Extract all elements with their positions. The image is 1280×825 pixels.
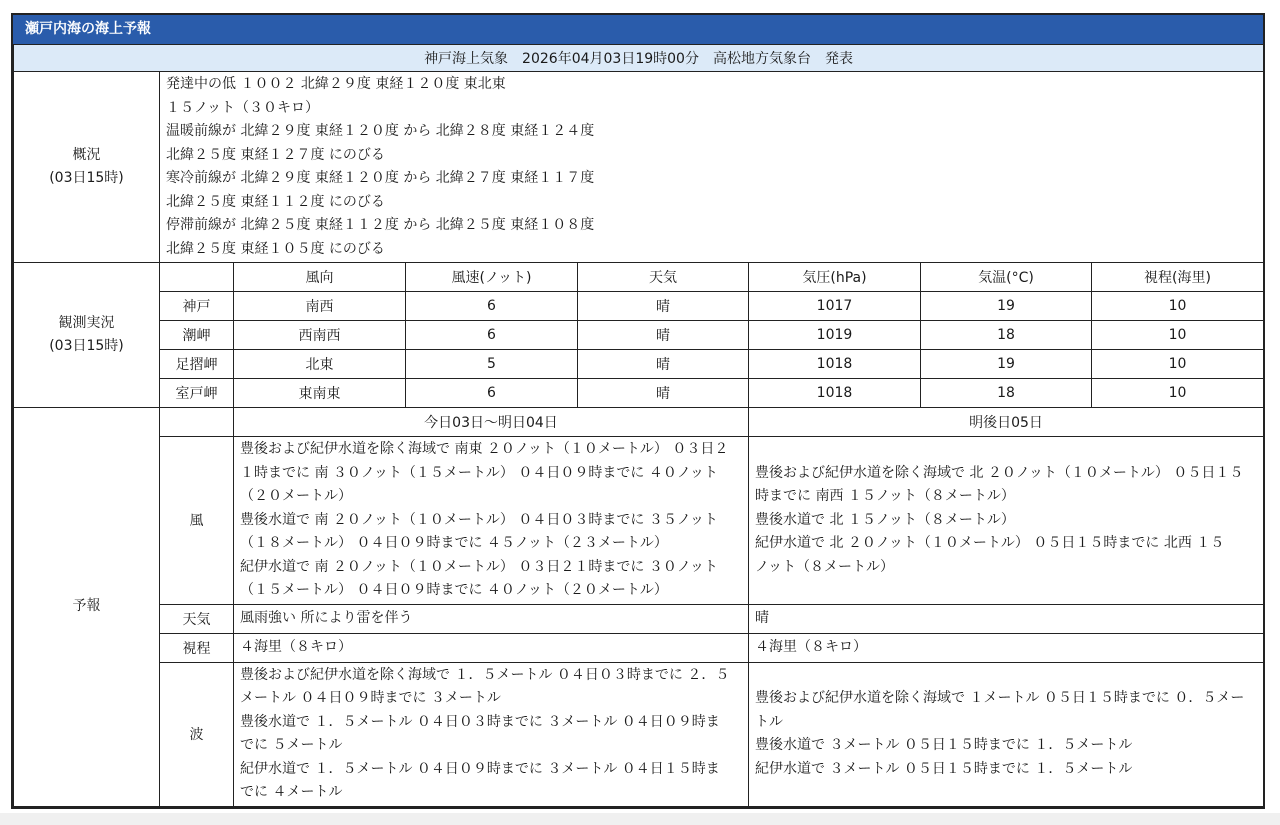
wind-line: 豊後および紀伊水道を除く海域で 南東 ２０ノット（１０メートル） ０３日２ xyxy=(240,441,729,457)
table-cell: 晴 xyxy=(578,350,749,379)
column-header: 視程(海里) xyxy=(1092,263,1264,292)
overview-line: 北緯２５度 東経１０５度 にのびる xyxy=(166,240,385,257)
station-name: 潮岬 xyxy=(160,321,234,350)
period-header-today: 今日03日〜明日04日 xyxy=(234,408,749,437)
table-row xyxy=(14,292,1264,321)
overview-time: (03日15時) xyxy=(49,170,124,186)
wave-line: 豊後および紀伊水道を除く海域で １メートル ０５日１５時までに ０．５メー xyxy=(755,690,1245,706)
table-cell: 晴 xyxy=(578,379,749,408)
wave-line: 豊後および紀伊水道を除く海域で １．５メートル ０４日０３時までに ２．５ xyxy=(240,666,730,683)
table-cell: 南西 xyxy=(234,292,406,321)
table-cell: 1018 xyxy=(749,350,921,379)
station-name: 足摺岬 xyxy=(160,350,234,379)
wave-line: 豊後水道で ３メートル ０５日１５時までに １．５メートル xyxy=(755,737,1133,753)
observation-time: (03日15時) xyxy=(49,338,124,354)
table-cell: 1019 xyxy=(749,321,921,350)
wind-forecast-today xyxy=(234,437,749,605)
wind-line: ノット（８メートル） xyxy=(755,558,895,575)
weather-label: 天気 xyxy=(160,604,234,633)
table-row xyxy=(14,379,1264,408)
wind-line: （１８メートル） ０４日０９時までに ４５ノット（２３メートル） xyxy=(240,535,668,551)
column-header: 風速(ノット) xyxy=(406,263,578,292)
wave-forecast-today xyxy=(234,662,749,806)
wind-line: 時までに 南西 １５ノット（８メートル） xyxy=(755,488,1015,504)
table-row xyxy=(14,350,1264,379)
wave-forecast-dayafter xyxy=(749,662,1264,806)
wind-line: 豊後水道で 南 ２０ノット（１０メートル） ０４日０３時までに ３５ノット xyxy=(240,511,718,528)
wave-line: メートル ０４日０９時までに ３メートル xyxy=(240,690,501,706)
table-cell: 1018 xyxy=(749,379,921,408)
wave-line: 豊後水道で １．５メートル ０４日０３時までに ３メートル ０４日０９時ま xyxy=(240,713,720,730)
page-bottom-strip xyxy=(0,813,1280,825)
wind-label: 風 xyxy=(160,437,234,605)
overview-line: 停滞前線が 北緯２５度 東経１１２度 から 北緯２５度 東経１０８度 xyxy=(166,217,595,233)
table-cell: 1017 xyxy=(749,292,921,321)
wind-line: 豊後水道で 北 １５ノット（８メートル） xyxy=(755,511,1015,528)
column-header: 風向 xyxy=(234,263,406,292)
wave-line: トル xyxy=(755,713,783,730)
table-cell: 北東 xyxy=(234,350,406,379)
period-header-dayafter: 明後日05日 xyxy=(749,408,1264,437)
overview-line: 北緯２５度 東経１１２度 にのびる xyxy=(166,193,385,210)
overview-line: 北緯２５度 東経１２７度 にのびる xyxy=(166,146,385,163)
overview-line: 温暖前線が 北緯２９度 東経１２０度 から 北緯２８度 東経１２４度 xyxy=(166,123,595,139)
column-header: 天気 xyxy=(578,263,749,292)
overview-label: 概況 xyxy=(72,147,101,163)
table-cell: 10 xyxy=(1092,292,1264,321)
table-cell: 晴 xyxy=(578,292,749,321)
observation-corner xyxy=(160,263,234,292)
forecast-label: 予報 xyxy=(14,408,160,807)
forecast-corner xyxy=(160,408,234,437)
overview-label-cell xyxy=(14,72,160,263)
table-cell: 10 xyxy=(1092,321,1264,350)
wind-line: （１５メートル） ０４日０９時までに ４０ノット（２０メートル） xyxy=(240,582,668,598)
issued-line: 神戸海上気象 2026年04月03日19時00分 高松地方気象台 発表 xyxy=(14,45,1264,72)
table-cell: 10 xyxy=(1092,350,1264,379)
wind-line: １時までに 南 ３０ノット（１５メートル） ０４日０９時までに ４０ノット xyxy=(240,464,718,481)
wind-line: 紀伊水道で 北 ２０ノット（１０メートル） ０５日１５時までに 北西 １５ xyxy=(755,535,1225,551)
observation-label: 観測実況 xyxy=(58,315,115,331)
wave-line: でに ５メートル xyxy=(240,737,343,753)
table-cell: 18 xyxy=(921,379,1092,408)
visibility-forecast-dayafter: ４海里（８キロ） xyxy=(749,633,1264,662)
table-cell: 6 xyxy=(406,321,578,350)
table-cell: 晴 xyxy=(578,321,749,350)
visibility-forecast-today: ４海里（８キロ） xyxy=(234,633,749,662)
visibility-label: 視程 xyxy=(160,633,234,662)
wind-line: 紀伊水道で 南 ２０ノット（１０メートル） ０３日２１時までに ３０ノット xyxy=(240,558,718,575)
weather-forecast-today: 風雨強い 所により雷を伴う xyxy=(234,604,749,633)
overview-line: １５ノット（３０キロ） xyxy=(166,99,320,116)
wind-line: 豊後および紀伊水道を除く海域で 北 ２０ノット（１０メートル） ０５日１５ xyxy=(755,464,1244,481)
wind-forecast-dayafter xyxy=(749,437,1264,605)
overview-text xyxy=(160,72,1264,263)
table-cell: 5 xyxy=(406,350,578,379)
weather-forecast-dayafter: 晴 xyxy=(749,604,1264,633)
column-header: 気温(°C) xyxy=(921,263,1092,292)
table-cell: 10 xyxy=(1092,379,1264,408)
wave-line: でに ４メートル xyxy=(240,784,343,800)
wave-line: 紀伊水道で ３メートル ０５日１５時までに １．５メートル xyxy=(755,760,1133,777)
page-title: 瀬戸内海の海上予報 xyxy=(13,15,1263,44)
table-cell: 19 xyxy=(921,292,1092,321)
station-name: 室戸岬 xyxy=(160,379,234,408)
table-cell: 19 xyxy=(921,350,1092,379)
station-name: 神戸 xyxy=(160,292,234,321)
table-cell: 東南東 xyxy=(234,379,406,408)
table-row xyxy=(14,321,1264,350)
table-cell: 6 xyxy=(406,379,578,408)
observation-label-cell xyxy=(14,263,160,408)
forecast-table xyxy=(13,44,1264,807)
table-cell: 18 xyxy=(921,321,1092,350)
table-cell: 西南西 xyxy=(234,321,406,350)
wind-line: （２０メートル） xyxy=(240,488,352,504)
marine-forecast-panel xyxy=(11,13,1265,809)
wave-label: 波 xyxy=(160,662,234,806)
table-cell: 6 xyxy=(406,292,578,321)
wave-line: 紀伊水道で １．５メートル ０４日０９時までに ３メートル ０４日１５時ま xyxy=(240,760,720,777)
overview-line: 寒冷前線が 北緯２９度 東経１２０度 から 北緯２７度 東経１１７度 xyxy=(166,170,595,186)
overview-line: 発達中の低 １００２ 北緯２９度 東経１２０度 東北東 xyxy=(166,76,506,92)
column-header: 気圧(hPa) xyxy=(749,263,921,292)
